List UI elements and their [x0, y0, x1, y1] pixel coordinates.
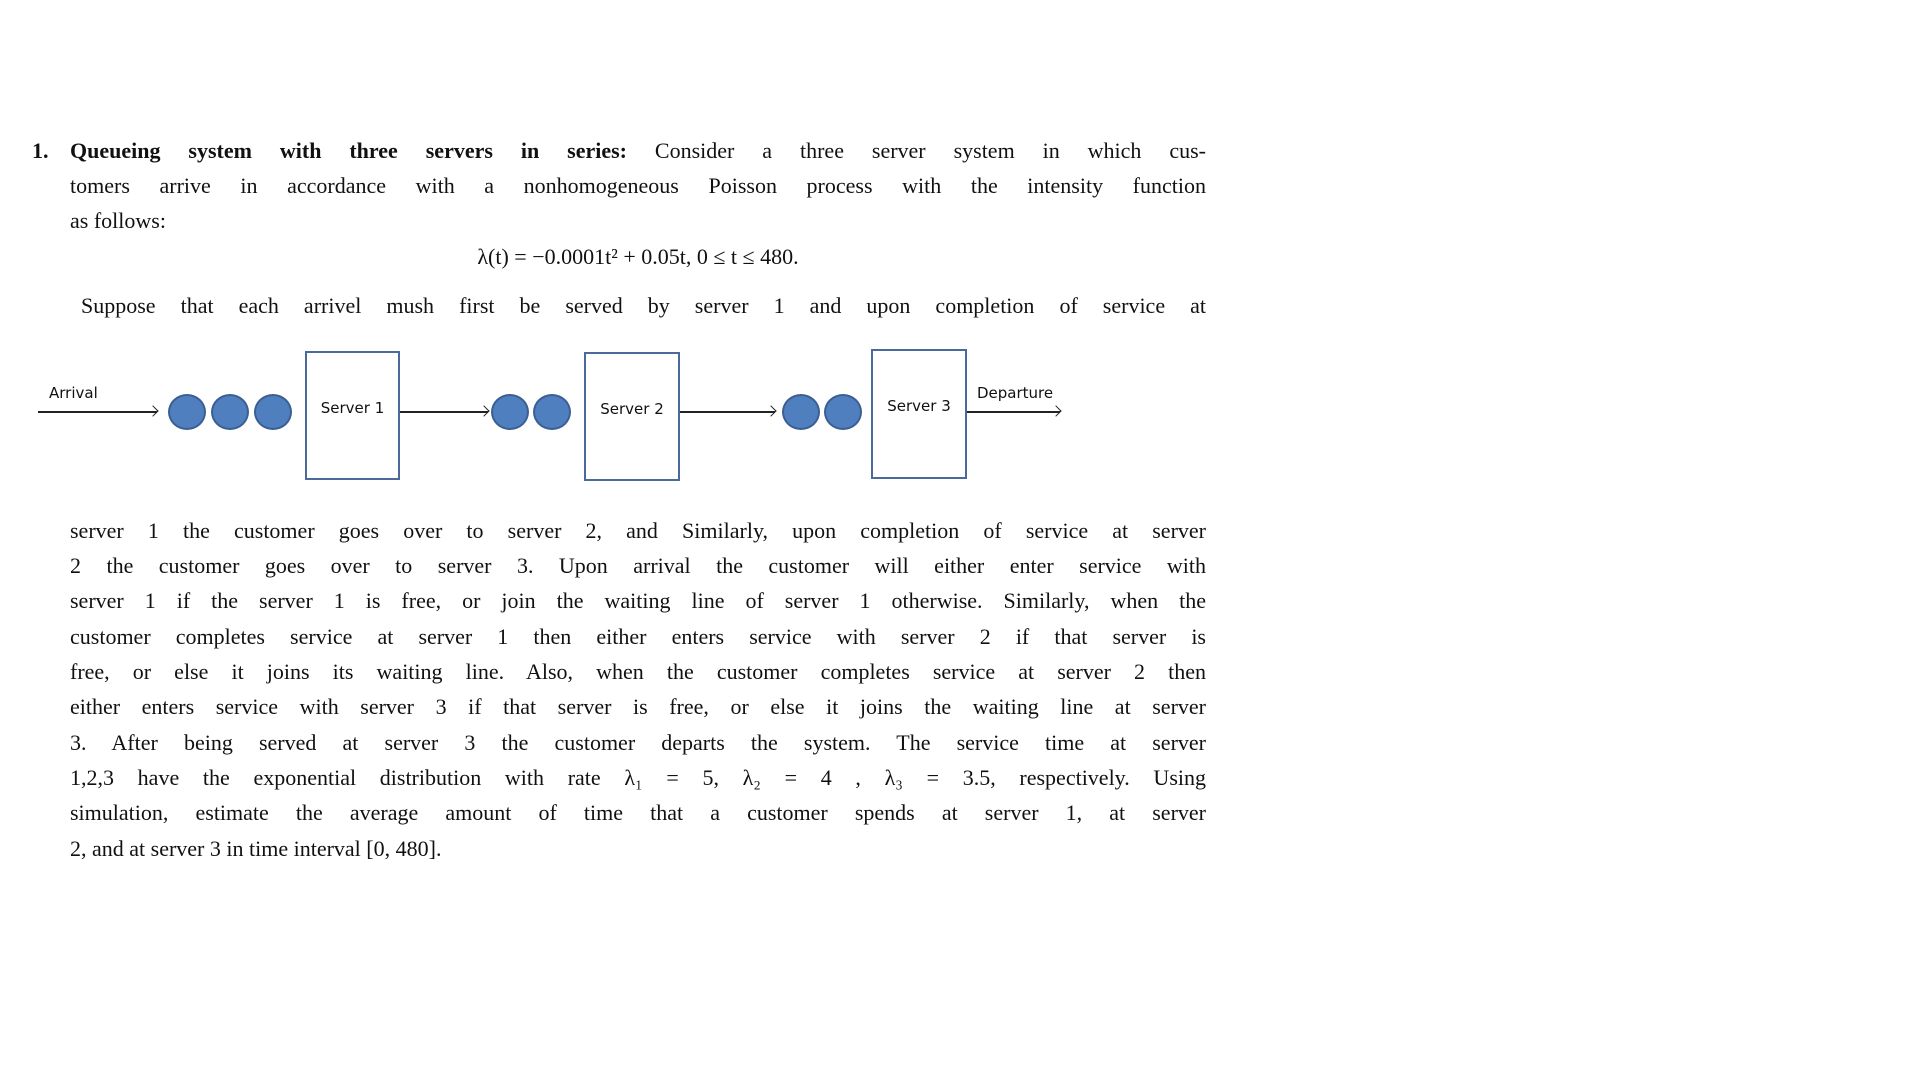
- customer-circle: [168, 394, 206, 430]
- departure-label: Departure: [977, 384, 1054, 402]
- body-line: server 1 if the server 1 is free, or join the waiting line of server 1 otherwise. Similarly, when the: [70, 588, 1206, 613]
- problem-number: 1.: [32, 138, 49, 163]
- arrow-server2-to-queue3: [680, 411, 775, 413]
- body-line: 1,2,3 have the exponential distribution with rate λ₁ = 5, λ₂ = 4 , λ₃ = 3.5, respectively. Using: [70, 765, 1206, 790]
- problem-title: Queueing system with three servers in series:: [70, 138, 627, 163]
- arrival-arrow: [38, 411, 157, 413]
- intro-text: Consider a three server system in which cus-: [627, 138, 1207, 163]
- body-line: customer completes service at server 1 then either enters service with server 2 if that server is: [70, 624, 1206, 649]
- body-line: 3. After being served at server 3 the customer departs the system. The service time at server: [70, 730, 1206, 755]
- server-3-label: Server 3: [887, 397, 951, 415]
- body-line: either enters service with server 3 if that server is free, or else it joins the waiting line at server: [70, 694, 1206, 719]
- problem-intro-line: [70, 136, 1206, 166]
- body-line: free, or else it joins its waiting line. Also, when the customer completes service at server 2 then: [70, 659, 1206, 684]
- customer-circle: [782, 394, 820, 430]
- arrow-server1-to-queue2: [400, 411, 488, 413]
- customer-circle: [491, 394, 529, 430]
- suppose-line: Suppose that each arrivel mush first be served by server 1 and upon completion of service at: [81, 293, 1206, 318]
- server-2-box: [584, 352, 680, 481]
- arrival-label: Arrival: [49, 384, 98, 402]
- problem-intro-line: tomers arrive in accordance with a nonhomogeneous Poisson process with the intensity function: [70, 173, 1206, 198]
- body-line: 2 the customer goes over to server 3. Upon arrival the customer will either enter service with: [70, 553, 1206, 578]
- server-2-label: Server 2: [600, 400, 664, 418]
- body-line: server 1 the customer goes over to server 2, and Similarly, upon completion of service at server: [70, 518, 1206, 543]
- customer-circle: [211, 394, 249, 430]
- problem-intro-line: as follows:: [70, 208, 166, 233]
- server-1-label: Server 1: [320, 399, 385, 417]
- intensity-equation: λ(t) = −0.0001t² + 0.05t, 0 ≤ t ≤ 480.: [477, 244, 799, 269]
- customer-circle: [254, 394, 292, 430]
- body-line: 2, and at server 3 in time interval [0, 480].: [70, 836, 442, 861]
- body-line: simulation, estimate the average amount of time that a customer spends at server 1, at server: [70, 800, 1206, 825]
- customer-circle: [824, 394, 862, 430]
- customer-circle: [533, 394, 571, 430]
- server-1-box: [305, 351, 400, 480]
- server-3-box: [871, 349, 967, 479]
- departure-arrow: [967, 411, 1060, 413]
